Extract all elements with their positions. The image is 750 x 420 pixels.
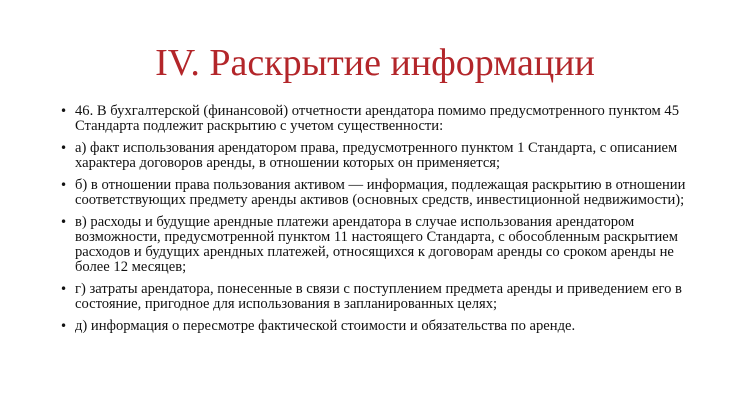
slide-title: IV. Раскрытие информации	[155, 42, 595, 84]
bullet-icon: •	[60, 178, 68, 192]
list-item	[60, 178, 710, 208]
list-item	[60, 215, 710, 275]
list-item-text: а) факт использования арендатором права, предусмотренного пунктом 1 Стандарта, с описанием характера договоров аренды, в отношении которых он применяется;	[75, 140, 678, 171]
list-item	[60, 104, 710, 134]
list-item-text: в) расходы и будущие арендные платежи арендатора в случае использования арендатором возможности, предусмотренной пунктом 11 настоящего Стандарта, с обособленным раскрытием расходов и будущих арендных платежей, относящихся к договорам аренды со сроком аренды не более 12 месяцев;	[75, 214, 679, 275]
list-item	[60, 141, 710, 171]
bullet-icon: •	[60, 104, 68, 118]
list-item	[60, 319, 710, 334]
bullet-icon: •	[60, 215, 68, 229]
list-item	[60, 282, 710, 312]
bullet-icon: •	[60, 282, 68, 296]
list-item-text: б) в отношении права пользования активом — информация, подлежащая раскрытию в отношении соответствующих предмету аренды активов (основных средств, инвестиционной недвижимости);	[75, 177, 686, 208]
bullet-list	[60, 104, 710, 341]
bullet-icon: •	[60, 141, 68, 155]
list-item-text: 46. В бухгалтерской (финансовой) отчетности арендатора помимо предусмотренного пунктом 45 Стандарта подлежит раскрытию с учетом существенности:	[75, 103, 679, 134]
list-item-text: д) информация о пересмотре фактической стоимости и обязательства по аренде.	[75, 318, 576, 334]
list-item-text: г) затраты арендатора, понесенные в связи с поступлением предмета аренды и приведением его в состояние, пригодное для использования в запланированных целях;	[75, 281, 682, 312]
bullet-icon: •	[60, 319, 68, 333]
